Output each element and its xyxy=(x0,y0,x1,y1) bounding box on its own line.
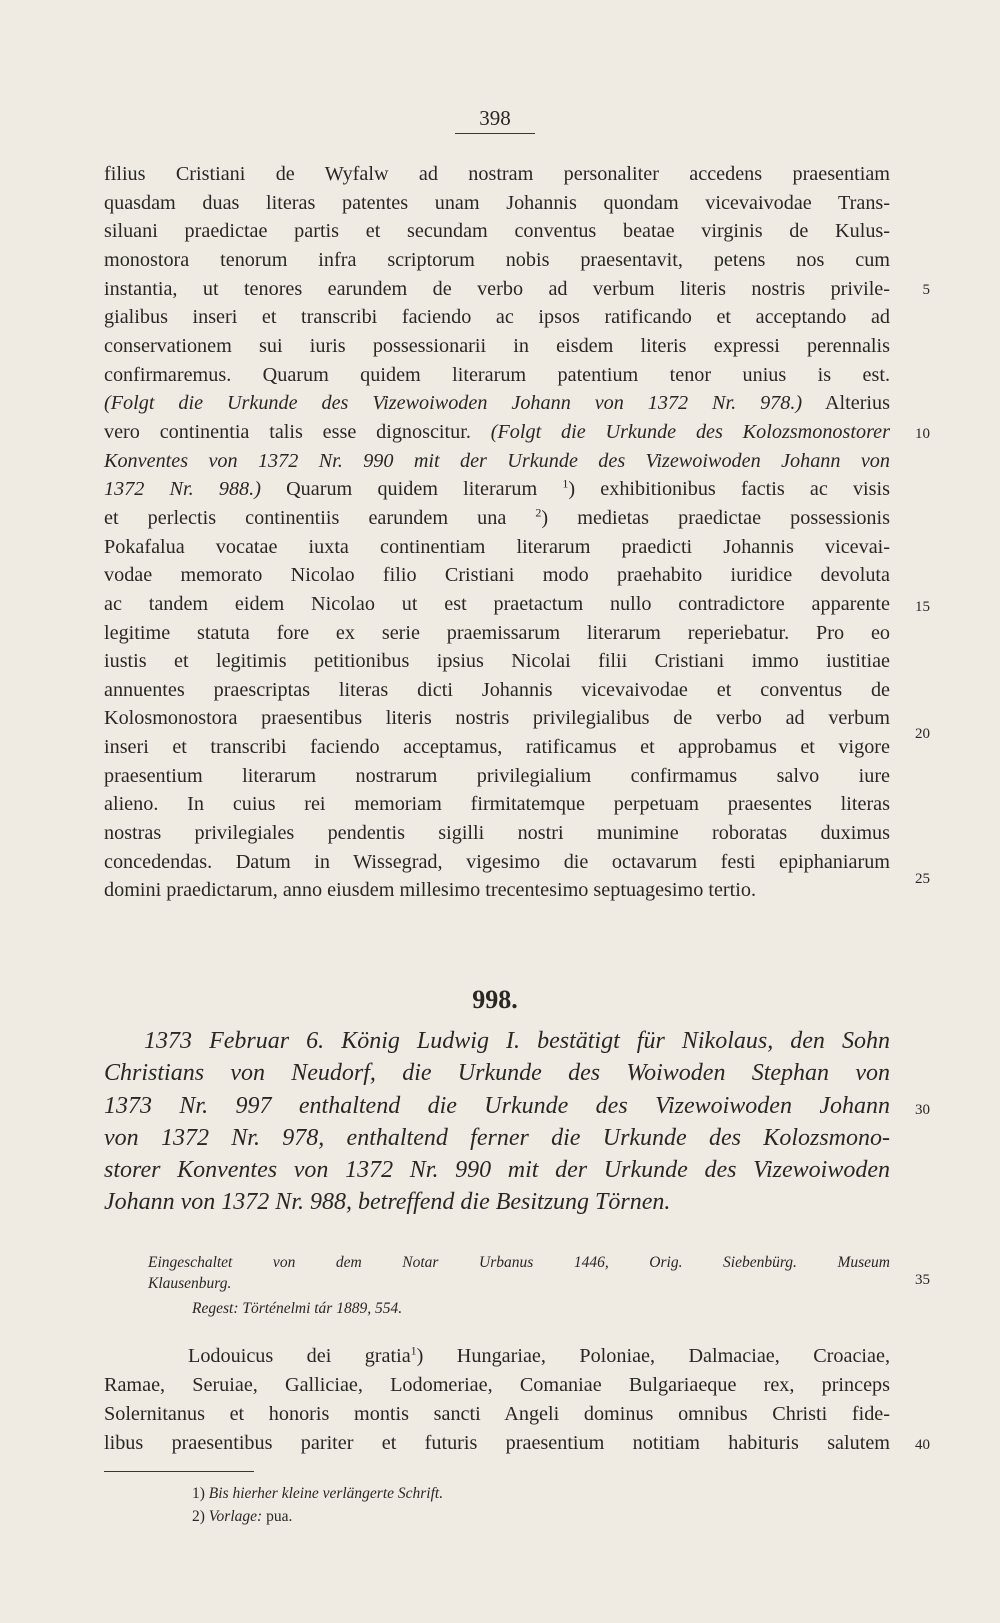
footnote-2 xyxy=(192,1508,292,1526)
regest-line: Johann von 1372 Nr. 988, betreffend die Besitzung Törnen. xyxy=(104,1189,671,1216)
text-segment: vero continentia talis esse dignoscitur. xyxy=(104,420,491,443)
margin-line-number: 25 xyxy=(915,871,930,887)
source-note-line: Eingeschaltet von dem Notar Urbanus 1446, Orig. Siebenbürg. Museum xyxy=(148,1254,890,1271)
footnote-mark: 2) xyxy=(192,1508,209,1525)
editorial-insert: (Folgt die Urkunde des Vizewoiwoden Johann von 1372 Nr. 978.) xyxy=(104,392,803,415)
text-line: instantia, ut tenores earundem de verbo ad verbum literis nostris privile- xyxy=(104,277,890,300)
text-line xyxy=(104,389,890,418)
text-line xyxy=(104,504,890,533)
margin-line-number: 40 xyxy=(915,1437,930,1453)
source-note xyxy=(148,1252,890,1294)
text-line: Konventes von 1372 Nr. 990 mit der Urkunde des Vizewoiwoden Johann von xyxy=(104,449,890,472)
text-line: filius Cristiani de Wyfalw ad nostram personaliter accedens praesentiam xyxy=(104,163,890,185)
margin-line-number: 5 xyxy=(922,282,930,298)
text-line: annuentes praescriptas literas dicti Johannis vicevaivodae et conventus de xyxy=(104,678,890,701)
text-line xyxy=(104,475,890,504)
regest-line: 1373 Februar 6. König Ludwig I. bestätigt für Nikolaus, den Sohn xyxy=(144,1028,890,1054)
regest-line: Christians von Neudorf, die Urkunde des Woiwoden Stephan von xyxy=(104,1060,890,1087)
text-segment: Alterius xyxy=(802,392,890,415)
text-line: nostras privilegiales pendentis sigilli nostri munimine roboratas duximus xyxy=(104,822,890,845)
text-line: Ramae, Seruiae, Galliciae, Lodomeriae, Comaniae Bulgariaeque rex, princeps xyxy=(104,1374,890,1396)
source-note-line: Klausenburg. xyxy=(148,1275,232,1292)
footnote-divider xyxy=(104,1471,254,1472)
charter-text xyxy=(104,1342,890,1458)
text-line: concedendas. Datum in Wissegrad, vigesimo die octavarum festi epiphaniarum xyxy=(104,850,890,873)
text-line: legitime statuta fore ex serie praemissarum literarum reperiebatur. Pro eo xyxy=(104,621,890,644)
margin-line-number: 30 xyxy=(915,1102,930,1118)
footnote-ref: 2 xyxy=(535,505,542,520)
margin-line-number: 20 xyxy=(915,726,930,742)
footnote-mark: 1) xyxy=(192,1485,209,1502)
text-line: Kolosmonostora praesentibus literis nostris privilegialibus de verbo ad verbum xyxy=(104,707,890,730)
text-line: siluani praedictae partis et secundam conventus beatae virginis de Kulus- xyxy=(104,220,890,243)
footnote-label: Vorlage: xyxy=(208,1508,263,1525)
text-line: gialibus inseri et transcribi faciendo ac ipsos ratificando et acceptando ad xyxy=(104,306,890,329)
regest-line: 1373 Nr. 997 enthaltend die Urkunde des Vizewoiwoden Johann xyxy=(104,1092,890,1119)
regest-heading xyxy=(104,1025,890,1219)
main-text-block xyxy=(104,160,890,905)
text-segment: ) Hungariae, Poloniae, Dalmaciae, Croaciae, xyxy=(416,1345,890,1367)
footnote-1 xyxy=(192,1485,443,1503)
text-line: ac tandem eidem Nicolao ut est praetactum nullo contradictore apparente xyxy=(104,592,890,615)
footnote-ref: 1 xyxy=(562,476,569,491)
regest-line: storer Konventes von 1372 Nr. 990 mit der Urkunde des Vizewoiwoden xyxy=(104,1157,890,1184)
margin-line-number: 15 xyxy=(915,599,930,615)
text-line: quasdam duas literas patentes unam Johannis quondam vicevaivodae Trans- xyxy=(104,191,890,214)
text-line: alieno. In cuius rei memoriam firmitatemque perpetuam praesentes literas xyxy=(104,793,890,816)
text-line: praesentium literarum nostrarum privilegialium confirmamus salvo iure xyxy=(104,764,890,787)
text-line xyxy=(104,1342,890,1371)
footnote-ref: 1 xyxy=(410,1343,417,1358)
document-number: 998. xyxy=(472,985,518,1014)
text-line: confirmaremus. Quarum quidem literarum patentium tenor unius is est. xyxy=(104,363,890,386)
text-line: domini praedictarum, anno eiusdem millesimo trecentesimo septuagesimo tertio. xyxy=(104,879,757,902)
text-segment: Lodouicus dei gratia xyxy=(188,1345,411,1367)
text-segment: et perlectis continentiis earundem una xyxy=(104,506,536,529)
text-line: Solernitanus et honoris montis sancti Angeli dominus omnibus Christi fide- xyxy=(104,1403,890,1425)
margin-line-number: 10 xyxy=(915,426,930,442)
text-line: conservationem sui iuris possessionarii in eisdem literis expressi perennalis xyxy=(104,334,890,357)
regest-line: von 1372 Nr. 978, enthaltend ferner die Urkunde des Kolozsmono- xyxy=(104,1124,890,1151)
page-number: 398 xyxy=(455,106,535,134)
text-segment: Quarum quidem literarum xyxy=(260,478,563,501)
text-line: Pokafalua vocatae iuxta continentiam literarum praedicti Johannis vicevai- xyxy=(104,535,890,558)
text-line: monostora tenorum infra scriptorum nobis praesentavit, petens nos cum xyxy=(104,248,890,271)
text-line: inseri et transcribi faciendo acceptamus, ratificamus et approbamus et vigore xyxy=(104,736,890,759)
editorial-insert: 1372 Nr. 988.) xyxy=(104,478,261,501)
text-line: vodae memorato Nicolao filio Cristiani modo praehabito iuridice devoluta xyxy=(104,564,890,587)
text-line: iustis et legitimis petitionibus ipsius Nicolai filii Cristiani immo iustitiae xyxy=(104,650,890,673)
footnote-text: pua. xyxy=(262,1508,293,1525)
regest-reference: Regest: Történelmi tár 1889, 554. xyxy=(192,1300,403,1317)
margin-line-number: 35 xyxy=(915,1272,930,1288)
footnote-text: Bis hierher kleine verlängerte Schrift. xyxy=(208,1485,444,1502)
text-line: libus praesentibus pariter et futuris praesentium notitiam habituris salutem xyxy=(104,1432,890,1454)
editorial-insert: (Folgt die Urkunde des Kolozsmonostorer xyxy=(490,420,890,443)
text-segment: ) medietas praedictae possessionis xyxy=(541,506,890,529)
text-segment: ) exhibitionibus factis ac visis xyxy=(568,478,890,501)
text-line xyxy=(104,418,890,447)
